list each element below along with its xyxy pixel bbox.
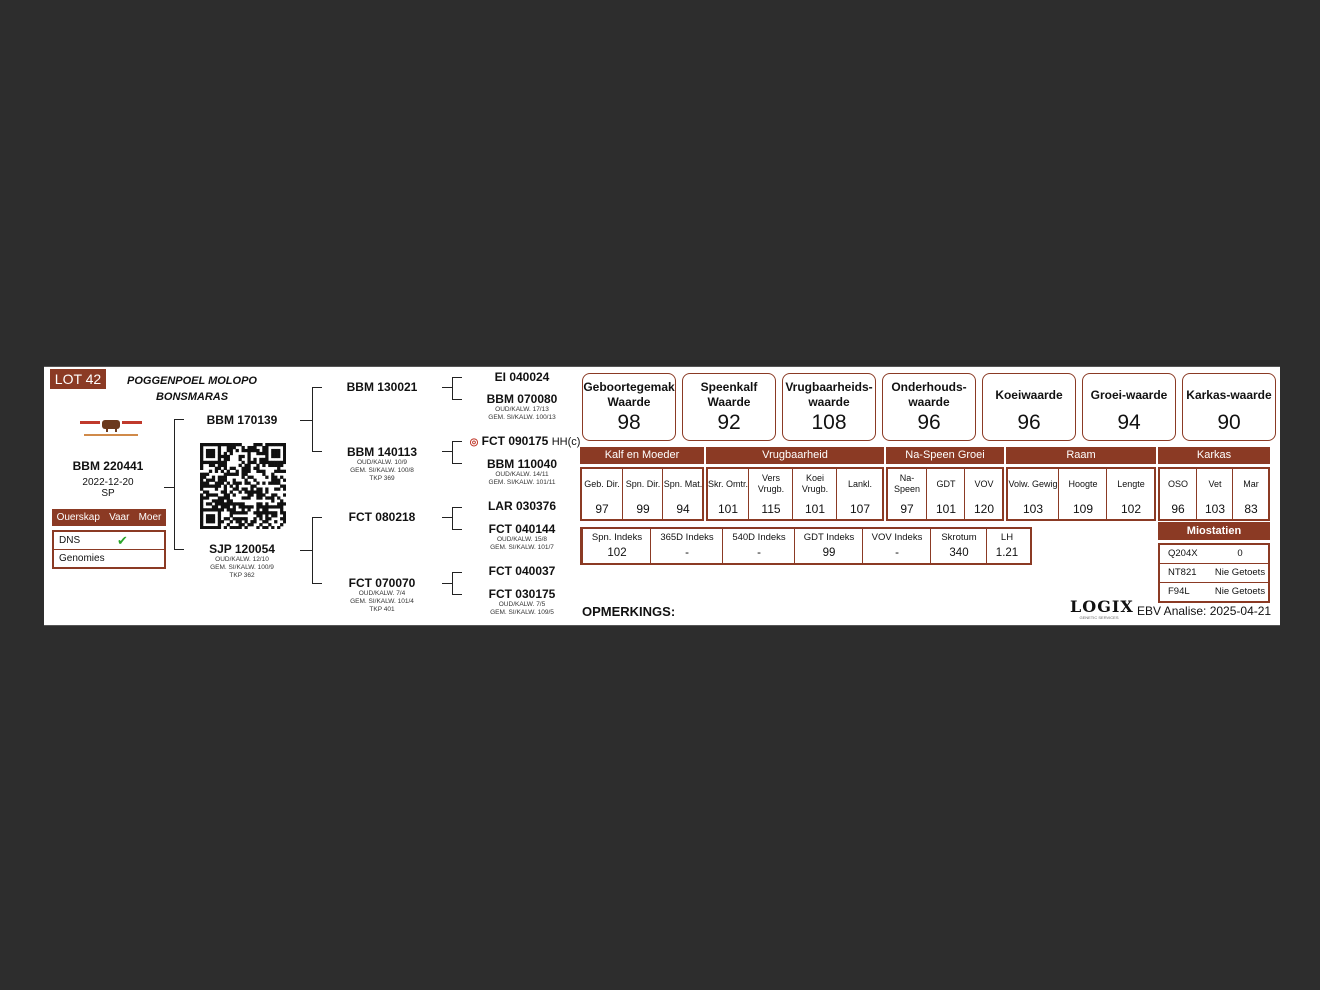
animal-code: SP bbox=[101, 488, 115, 499]
ssd-line1: OUD/KALW. 17/13 bbox=[495, 406, 549, 413]
ebv-card-onderhoud bbox=[882, 373, 976, 441]
ebv-card-label: Koeiwaarde bbox=[995, 387, 1063, 402]
marker-value: 0 bbox=[1237, 548, 1243, 559]
stat-value: 115 bbox=[761, 502, 781, 516]
breeder-name: POGGENPOEL MOLOPO bbox=[127, 375, 257, 387]
marker-name: Q204X bbox=[1168, 548, 1198, 559]
breed-name: BONSMARAS bbox=[155, 391, 229, 403]
ebv-card-value: 94 bbox=[1117, 411, 1141, 434]
dd-line3: TKP 401 bbox=[369, 606, 395, 613]
sd-block bbox=[334, 445, 430, 483]
index-label: 540D Indeks bbox=[732, 532, 786, 543]
stat-label: Mar bbox=[1243, 478, 1259, 489]
index-cell bbox=[650, 529, 723, 563]
dd-id: FCT 070070 bbox=[348, 576, 416, 590]
stat-value: 97 bbox=[595, 502, 609, 516]
ebv-card-speenkalf bbox=[682, 373, 776, 441]
sdd-block bbox=[472, 457, 572, 487]
sdd-line1: OUD/KALW. 14/11 bbox=[495, 471, 549, 478]
index-value: - bbox=[757, 547, 761, 559]
dd-line1: OUD/KALW. 7/4 bbox=[358, 590, 406, 597]
dds-id: FCT 040037 bbox=[488, 564, 556, 578]
animal-info bbox=[58, 477, 158, 499]
stat-cell bbox=[708, 469, 748, 519]
index-cell bbox=[582, 529, 651, 563]
ddd-line1: OUD/KALW. 7/5 bbox=[498, 601, 546, 608]
stat-label: Skr. Omtr. bbox=[708, 478, 749, 489]
index-label: Skrotum bbox=[941, 532, 977, 543]
qr-code[interactable] bbox=[200, 443, 286, 529]
ownership-header bbox=[52, 509, 166, 526]
ebv-card-geboortegemak bbox=[582, 373, 676, 441]
ownership-box bbox=[52, 509, 166, 569]
dam-line1: OUD/KALW. 12/10 bbox=[215, 556, 269, 563]
ebv-card-label: Karkas-waarde bbox=[1186, 387, 1272, 402]
birth-date: 2022-12-20 bbox=[82, 477, 134, 488]
marker-name: NT821 bbox=[1168, 567, 1197, 578]
stat-label: Vers Vrugb. bbox=[757, 473, 785, 494]
ebv-card-value: 108 bbox=[811, 411, 847, 434]
group-na-speen-groei: Na-Speen Groei bbox=[886, 447, 1004, 464]
dsd-block bbox=[472, 522, 572, 552]
stats-vrugbaarheid bbox=[706, 467, 884, 521]
dd-block bbox=[334, 576, 430, 614]
ebv-card-value: 96 bbox=[1017, 411, 1041, 434]
miostatien-row bbox=[1160, 545, 1268, 563]
ownership-row-genomies bbox=[54, 549, 164, 567]
stat-cell bbox=[1232, 469, 1269, 519]
sd-line2: GEM. SI/KALW. 100/8 bbox=[350, 467, 414, 474]
index-value: - bbox=[895, 547, 899, 559]
miostatien-row bbox=[1160, 582, 1268, 601]
stat-value: 103 bbox=[1204, 502, 1226, 516]
index-cell bbox=[794, 529, 863, 563]
sire-id: BBM 170139 bbox=[206, 413, 278, 427]
stat-cell bbox=[964, 469, 1003, 519]
stat-value: 94 bbox=[676, 502, 690, 516]
ddd-block bbox=[472, 587, 572, 617]
ss-id: BBM 130021 bbox=[346, 380, 418, 394]
stat-value: 97 bbox=[900, 502, 914, 516]
ddd-id: FCT 030175 bbox=[488, 587, 556, 601]
dam-line2: GEM. SI/KALW. 100/9 bbox=[210, 564, 274, 571]
animal-id: BBM 220441 bbox=[72, 459, 144, 473]
stat-value: 102 bbox=[1120, 502, 1142, 516]
stat-label: Spn. Mat. bbox=[663, 478, 703, 489]
stat-cell bbox=[748, 469, 793, 519]
dam-block bbox=[190, 542, 294, 580]
sds-suffix: HH(c) bbox=[551, 436, 581, 448]
miostatien-row bbox=[1160, 563, 1268, 582]
group-karkas: Karkas bbox=[1158, 447, 1270, 464]
ebv-card-value: 90 bbox=[1217, 411, 1241, 434]
stat-cell bbox=[662, 469, 703, 519]
stat-value: 99 bbox=[636, 502, 650, 516]
marker-name: F94L bbox=[1168, 586, 1190, 597]
stat-value: 96 bbox=[1171, 502, 1185, 516]
stat-label: Koei Vrugb. bbox=[801, 473, 829, 494]
index-value: 1.21 bbox=[995, 547, 1019, 559]
qr-code-icon bbox=[200, 443, 286, 529]
ebv-card-label: Vrugbaarheids-waarde bbox=[785, 380, 873, 409]
ssd-block bbox=[472, 392, 572, 422]
stat-cell bbox=[1106, 469, 1155, 519]
brand-sub: GENETIC SERVICES bbox=[1079, 615, 1119, 620]
group-vrugbaarheid: Vrugbaarheid bbox=[706, 447, 884, 464]
logix-logo bbox=[1070, 597, 1134, 620]
marker-value: Nie Getoets bbox=[1214, 586, 1266, 597]
stat-value: 101 bbox=[804, 502, 826, 516]
stat-label: Vet bbox=[1208, 478, 1222, 489]
sds-block bbox=[466, 434, 584, 448]
stat-label: Spn. Dir. bbox=[625, 478, 661, 489]
brand-name: LOGIX bbox=[1070, 597, 1134, 616]
index-cell bbox=[930, 529, 987, 563]
lot-badge: LOT 42 bbox=[50, 369, 106, 389]
miostatien-title: Miostatien bbox=[1158, 522, 1270, 540]
dsd-line2: GEM. SI/KALW. 101/7 bbox=[490, 544, 554, 551]
miostatien-rows bbox=[1158, 543, 1270, 603]
dd-line2: GEM. SI/KALW. 101/4 bbox=[350, 598, 414, 605]
stat-value: 101 bbox=[717, 502, 739, 516]
ebv-card-groei bbox=[1082, 373, 1176, 441]
stat-label: OSO bbox=[1167, 478, 1188, 489]
stat-value: 83 bbox=[1244, 502, 1258, 516]
col-ouerskap: Ouerskap bbox=[56, 512, 100, 523]
sd-id: BBM 140113 bbox=[346, 445, 418, 459]
sdd-id: BBM 110040 bbox=[486, 457, 558, 471]
index-value: 102 bbox=[607, 547, 627, 559]
ebv-card-vrugbaarheid bbox=[782, 373, 876, 441]
dam-id: SJP 120054 bbox=[209, 542, 275, 556]
dsd-id: FCT 040144 bbox=[488, 522, 556, 536]
ebv-card-value: 92 bbox=[717, 411, 741, 434]
row-label: Genomies bbox=[59, 553, 105, 564]
stat-label: Lengte bbox=[1117, 478, 1145, 489]
stats-raam bbox=[1006, 467, 1156, 521]
index-label: VOV Indeks bbox=[871, 532, 923, 543]
target-icon: ◎ bbox=[469, 437, 479, 448]
breeder-logo bbox=[80, 417, 142, 439]
dsd-line1: OUD/KALW. 15/8 bbox=[496, 536, 548, 543]
stat-cell bbox=[926, 469, 965, 519]
dss-id: LAR 030376 bbox=[487, 499, 557, 513]
group-raam: Raam bbox=[1006, 447, 1156, 464]
check-icon: ✔ bbox=[117, 533, 128, 548]
sdd-line2: GEM. SI/KALW. 101/11 bbox=[488, 479, 556, 486]
ssd-id: BBM 070080 bbox=[486, 392, 558, 406]
analysis-date: EBV Analise: 2025-04-21 bbox=[1137, 604, 1272, 618]
stat-label: Na-Speen bbox=[893, 473, 921, 494]
stat-cell bbox=[582, 469, 622, 519]
index-value: 340 bbox=[949, 547, 969, 559]
ebv-card-karkas bbox=[1182, 373, 1276, 441]
index-value: 99 bbox=[822, 547, 836, 559]
stat-cell bbox=[1160, 469, 1196, 519]
ebv-card-label: Speenkalf Waarde bbox=[700, 380, 758, 409]
ebv-card-koeiwaarde bbox=[982, 373, 1076, 441]
stat-value: 120 bbox=[973, 502, 995, 516]
index-cell bbox=[862, 529, 931, 563]
stat-label: Volw. Gewig bbox=[1008, 478, 1058, 489]
stats-kalf-en-moeder bbox=[580, 467, 704, 521]
dam-line3: TKP 362 bbox=[229, 572, 255, 579]
breeder-title bbox=[112, 373, 272, 405]
index-cell bbox=[986, 529, 1027, 563]
sss-id: EI 040024 bbox=[494, 370, 550, 384]
index-label: LH bbox=[1000, 532, 1014, 543]
index-table bbox=[580, 527, 1032, 565]
stats-karkas bbox=[1158, 467, 1270, 521]
stat-label: VOV bbox=[974, 478, 994, 489]
stat-cell bbox=[1058, 469, 1107, 519]
stat-cell bbox=[622, 469, 663, 519]
col-moer: Moer bbox=[138, 512, 162, 523]
index-value: - bbox=[685, 547, 689, 559]
stat-cell bbox=[792, 469, 837, 519]
stat-cell bbox=[836, 469, 883, 519]
ebv-card-value: 98 bbox=[617, 411, 641, 434]
stats-na-speen-groei bbox=[886, 467, 1004, 521]
ebv-card-label: Onderhouds-waarde bbox=[891, 380, 967, 409]
lot-card bbox=[44, 366, 1280, 626]
col-vaar: Vaar bbox=[109, 512, 130, 523]
stat-label: GDT bbox=[936, 478, 956, 489]
stat-cell bbox=[1196, 469, 1233, 519]
sds-id: FCT 090175 bbox=[481, 434, 549, 448]
marker-value: Nie Getoets bbox=[1214, 567, 1266, 578]
stat-cell bbox=[888, 469, 926, 519]
ebv-card-value: 96 bbox=[917, 411, 941, 434]
stat-value: 109 bbox=[1072, 502, 1094, 516]
sd-line1: OUD/KALW. 10/9 bbox=[356, 459, 408, 466]
ddd-line2: GEM. SI/KALW. 109/5 bbox=[490, 609, 554, 616]
remarks-label: OPMERKINGS: bbox=[582, 604, 676, 619]
ownership-rows bbox=[52, 530, 166, 569]
stat-label: Hoogte bbox=[1068, 478, 1098, 489]
ds-id: FCT 080218 bbox=[348, 510, 416, 524]
cattle-logo-icon bbox=[80, 417, 142, 439]
ownership-row-dns bbox=[54, 530, 164, 549]
index-label: Spn. Indeks bbox=[591, 532, 643, 543]
index-label: 365D Indeks bbox=[660, 532, 714, 543]
sd-line3: TKP 369 bbox=[369, 475, 395, 482]
stat-label: Lankl. bbox=[847, 478, 873, 489]
stat-label: Geb. Dir. bbox=[584, 478, 620, 489]
index-label: GDT Indeks bbox=[803, 532, 855, 543]
ssd-line2: GEM. SI/KALW. 100/13 bbox=[488, 414, 556, 421]
group-kalf-en-moeder: Kalf en Moeder bbox=[580, 447, 704, 464]
ebv-card-label: Groei-waarde bbox=[1090, 387, 1168, 402]
stat-cell bbox=[1008, 469, 1058, 519]
row-label: DNS bbox=[59, 535, 81, 546]
index-cell bbox=[722, 529, 795, 563]
miostatien-box bbox=[1158, 522, 1270, 603]
stat-value: 101 bbox=[935, 502, 957, 516]
stat-value: 103 bbox=[1022, 502, 1044, 516]
ebv-card-label: Geboortegemak Waarde bbox=[583, 380, 675, 409]
stat-value: 107 bbox=[849, 502, 871, 516]
